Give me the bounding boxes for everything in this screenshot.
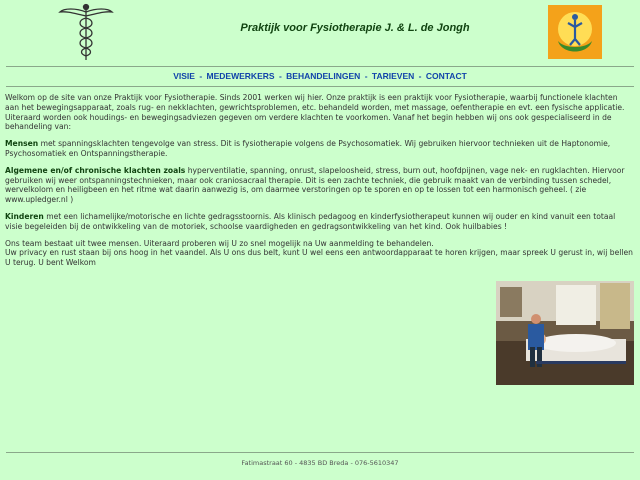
nav-medewerkers[interactable]: MEDEWERKERS	[206, 71, 275, 81]
nav-separator: -	[199, 71, 203, 81]
nav-behandelingen[interactable]: BEHANDELINGEN	[286, 71, 361, 81]
klachten-heading: Algemene en/of chronische klachten zoals	[5, 165, 186, 175]
footer-divider	[6, 452, 634, 453]
team-paragraph	[5, 239, 634, 268]
intro-paragraph: Welkom op de site van onze Praktijk voor Fysiotherapie. Sinds 2001 werken wij hier. Onze praktijk is een praktijk voor Fysiotherapie, waarbij functionele klachten aan het bewegingsapparaat, zoals rug- en nekklachten, gewrichtsproblemen, etc. behandeld worden, met massage, oefentherapie en evt. een fysische applicatie. Uiteraard worden ook houdings- en bewegingsadviezen gegeven om verdere klachten te voorkomen. Vanaf het begin hebben wij ons ook gespecialiseerd in de behandeling van:	[5, 93, 625, 132]
team-line-1: Ons team bestaat uit twee mensen. Uiteraard proberen wij U zo snel mogelijk na Uw aanmelding te behandelen.	[5, 238, 434, 248]
mensen-paragraph	[5, 139, 634, 159]
kinderen-paragraph	[5, 212, 634, 232]
mensen-text: met spanningsklachten tengevolge van stress. Dit is fysiotherapie volgens de Psychosomatiek. Wij gebruiken hiervoor technieken uit de Haptonomie, Psychosomatiek en Ontspanningstherapie.	[5, 139, 611, 158]
header-divider	[6, 66, 634, 67]
nav-separator: -	[364, 71, 368, 81]
mensen-heading: Mensen	[5, 139, 39, 149]
treatment-room-photo	[496, 281, 634, 385]
nav-separator: -	[278, 71, 282, 81]
nav-visie[interactable]: VISIE	[173, 71, 195, 81]
page-title: Praktijk voor Fysiotherapie J. & L. de Jongh	[240, 22, 470, 34]
caduceus-icon	[58, 2, 114, 62]
header	[0, 0, 640, 64]
figure-sun-logo-icon	[548, 5, 602, 59]
nav-tarieven[interactable]: TARIEVEN	[371, 71, 415, 81]
nav-separator: -	[418, 71, 422, 81]
kinderen-text: met een lichamelijke/motorische en lichte gedragsstoornis. Als klinisch pedagoog en kinderfysiotherapeut kunnen wij ouder en kind vanuit een totaal visie begeleiden bij de ontwikkeling van de motoriek, schoolse vaardigheden en gedragsontwikkeling van het kind. Ook huilbabies !	[5, 211, 616, 231]
nav-divider	[6, 86, 634, 87]
klachten-text: hyperventilatie, spanning, onrust, slapeloosheid, stress, burn out, hoofdpijnen, vage nek- en rugklachten. Hiervoor gebruiken wij weer ontspanningstechnieken, maar ook craniosacraal therapie. Dit is een zachte techniek, die gebruik maakt van de verbinding tussen schedel, wervelkolom en heiligbeen en het ritme wat daarin aanwezig is, om daarmee verstoringen op te sporen en op te lossen tot een harmonisch geheel. ( zie www.upledger.nl )	[5, 165, 625, 205]
klachten-paragraph	[5, 166, 634, 205]
kinderen-heading: Kinderen	[5, 211, 44, 221]
main-nav	[0, 71, 640, 81]
main-content	[5, 93, 634, 268]
nav-contact[interactable]: CONTACT	[425, 71, 467, 81]
footer-address: Fatimastraat 60 - 4835 BD Breda - 076-5610347	[241, 459, 399, 467]
team-line-2: Uw privacy en rust staan bij ons hoog in het vaandel. Als U ons dus belt, kunt U wel eens een antwoordapparaat te horen krijgen, maar spreek U gerust in, wij bellen U terug. U bent Welkom	[5, 248, 633, 268]
